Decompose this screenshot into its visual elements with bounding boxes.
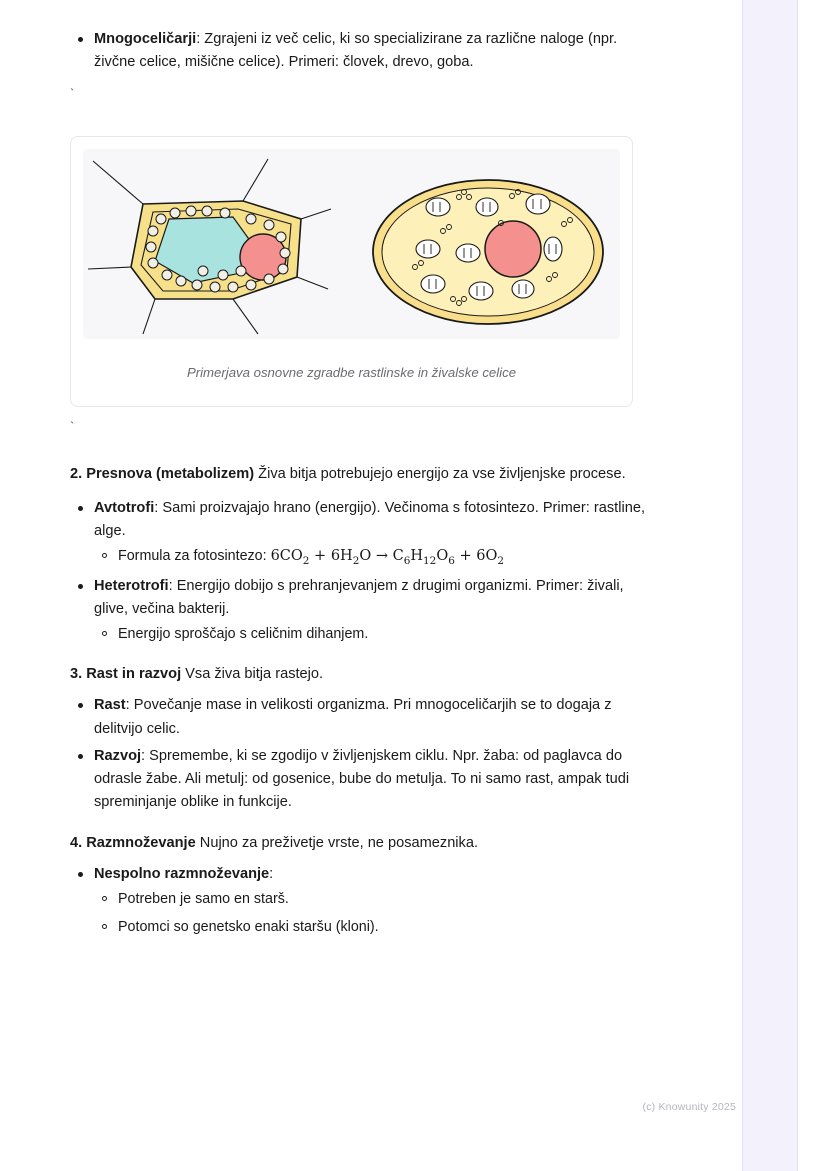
bullet-text: : Povečanje mase in velikosti organizma. Pri mnogoceličarjih se to dogaja z delitvijo celic.: [94, 697, 612, 737]
sub-list-item: Potomci so genetsko enaki staršu (kloni).: [94, 916, 645, 938]
list-item: [70, 694, 645, 740]
list-item: [70, 497, 645, 569]
section-2-bullets: [70, 497, 645, 645]
section-4-body: Nujno za preživetje vrste, ne posameznika.: [195, 834, 479, 851]
intro-bullet-list: [70, 28, 645, 74]
bullet-term: Rast: [94, 697, 126, 714]
section-2-body: Živa bitja potrebujejo energijo za vse življenjske procese.: [254, 466, 626, 483]
sub-item-prefix: Formula za fotosintezo:: [118, 547, 271, 564]
photosynthesis-formula: $6CO_2 + 6H_2O \to C_6H_{12}O_6 + 6O_2$: [270, 547, 505, 567]
bullet-term: Avtotrofi: [94, 499, 155, 516]
bullet-term: Heterotrofi: [94, 577, 169, 594]
sub-list-item: [94, 545, 645, 569]
section-4-number: 4.: [70, 834, 83, 851]
list-item: [70, 575, 645, 645]
list-item: [70, 863, 645, 938]
section-3-body: Vsa živa bitja rastejo.: [181, 666, 324, 683]
bullet-text: : Zgrajeni iz več celic, ki so specializirane za različne naloge (npr. živčne celice, mišične celice). Primeri: človek, drevo, goba.: [94, 31, 618, 71]
watermark: (c) Knowunity 2025: [642, 1101, 736, 1113]
cell-comparison-figure: [70, 136, 633, 407]
section-4-heading: [70, 832, 645, 855]
right-margin-strip: [742, 0, 798, 1171]
figure-canvas: [83, 149, 620, 339]
sub-list-item: Energijo sproščajo s celičnim dihanjem.: [94, 623, 645, 645]
sub-list: [94, 545, 645, 569]
figure-caption: Primerjava osnovne zgradbe rastlinske in živalske celice: [186, 365, 517, 381]
list-item: [70, 745, 645, 814]
sub-list: [94, 888, 645, 938]
document-content: [70, 28, 645, 944]
section-2-title: Presnova (metabolizem): [86, 466, 255, 483]
section-2-number: 2.: [70, 466, 83, 483]
section-3-heading: [70, 663, 645, 686]
tick-mark-2: `: [70, 419, 75, 435]
section-4-bullets: [70, 863, 645, 938]
bullet-term: Nespolno razmnoževanje: [94, 866, 270, 883]
tick-mark-1: `: [70, 86, 75, 102]
bullet-term: Razvoj: [94, 747, 142, 764]
section-3-title: Rast in razvoj: [86, 666, 182, 683]
bullet-term: Mnogoceličarji: [94, 31, 197, 47]
section-2-heading: [70, 463, 645, 487]
bullet-text: :: [269, 866, 274, 883]
cell-diagram-svg: [83, 149, 620, 339]
sub-list-item: Potreben je samo en starš.: [94, 888, 645, 910]
list-item: [70, 28, 645, 74]
bullet-text: : Sami proizvajajo hrano (energijo). Večinoma s fotosintezo. Primer: rastline, alge.: [94, 499, 645, 539]
section-4-title: Razmnoževanje: [86, 834, 196, 851]
section-3-bullets: [70, 694, 645, 813]
bullet-text: : Energijo dobijo s prehranjevanjem z drugimi organizmi. Primer: živali, glive, večina bakterij.: [94, 577, 624, 617]
sub-list: [94, 623, 645, 645]
section-3-number: 3.: [70, 666, 83, 683]
bullet-text: : Spremembe, ki se zgodijo v življenjskem ciklu. Npr. žaba: od paglavca do odrasle žabe. Ali metulj: od gosenice, bube do metulja. To ni samo rast, ampak tudi spreminjanje oblike in funkcije.: [94, 747, 630, 810]
